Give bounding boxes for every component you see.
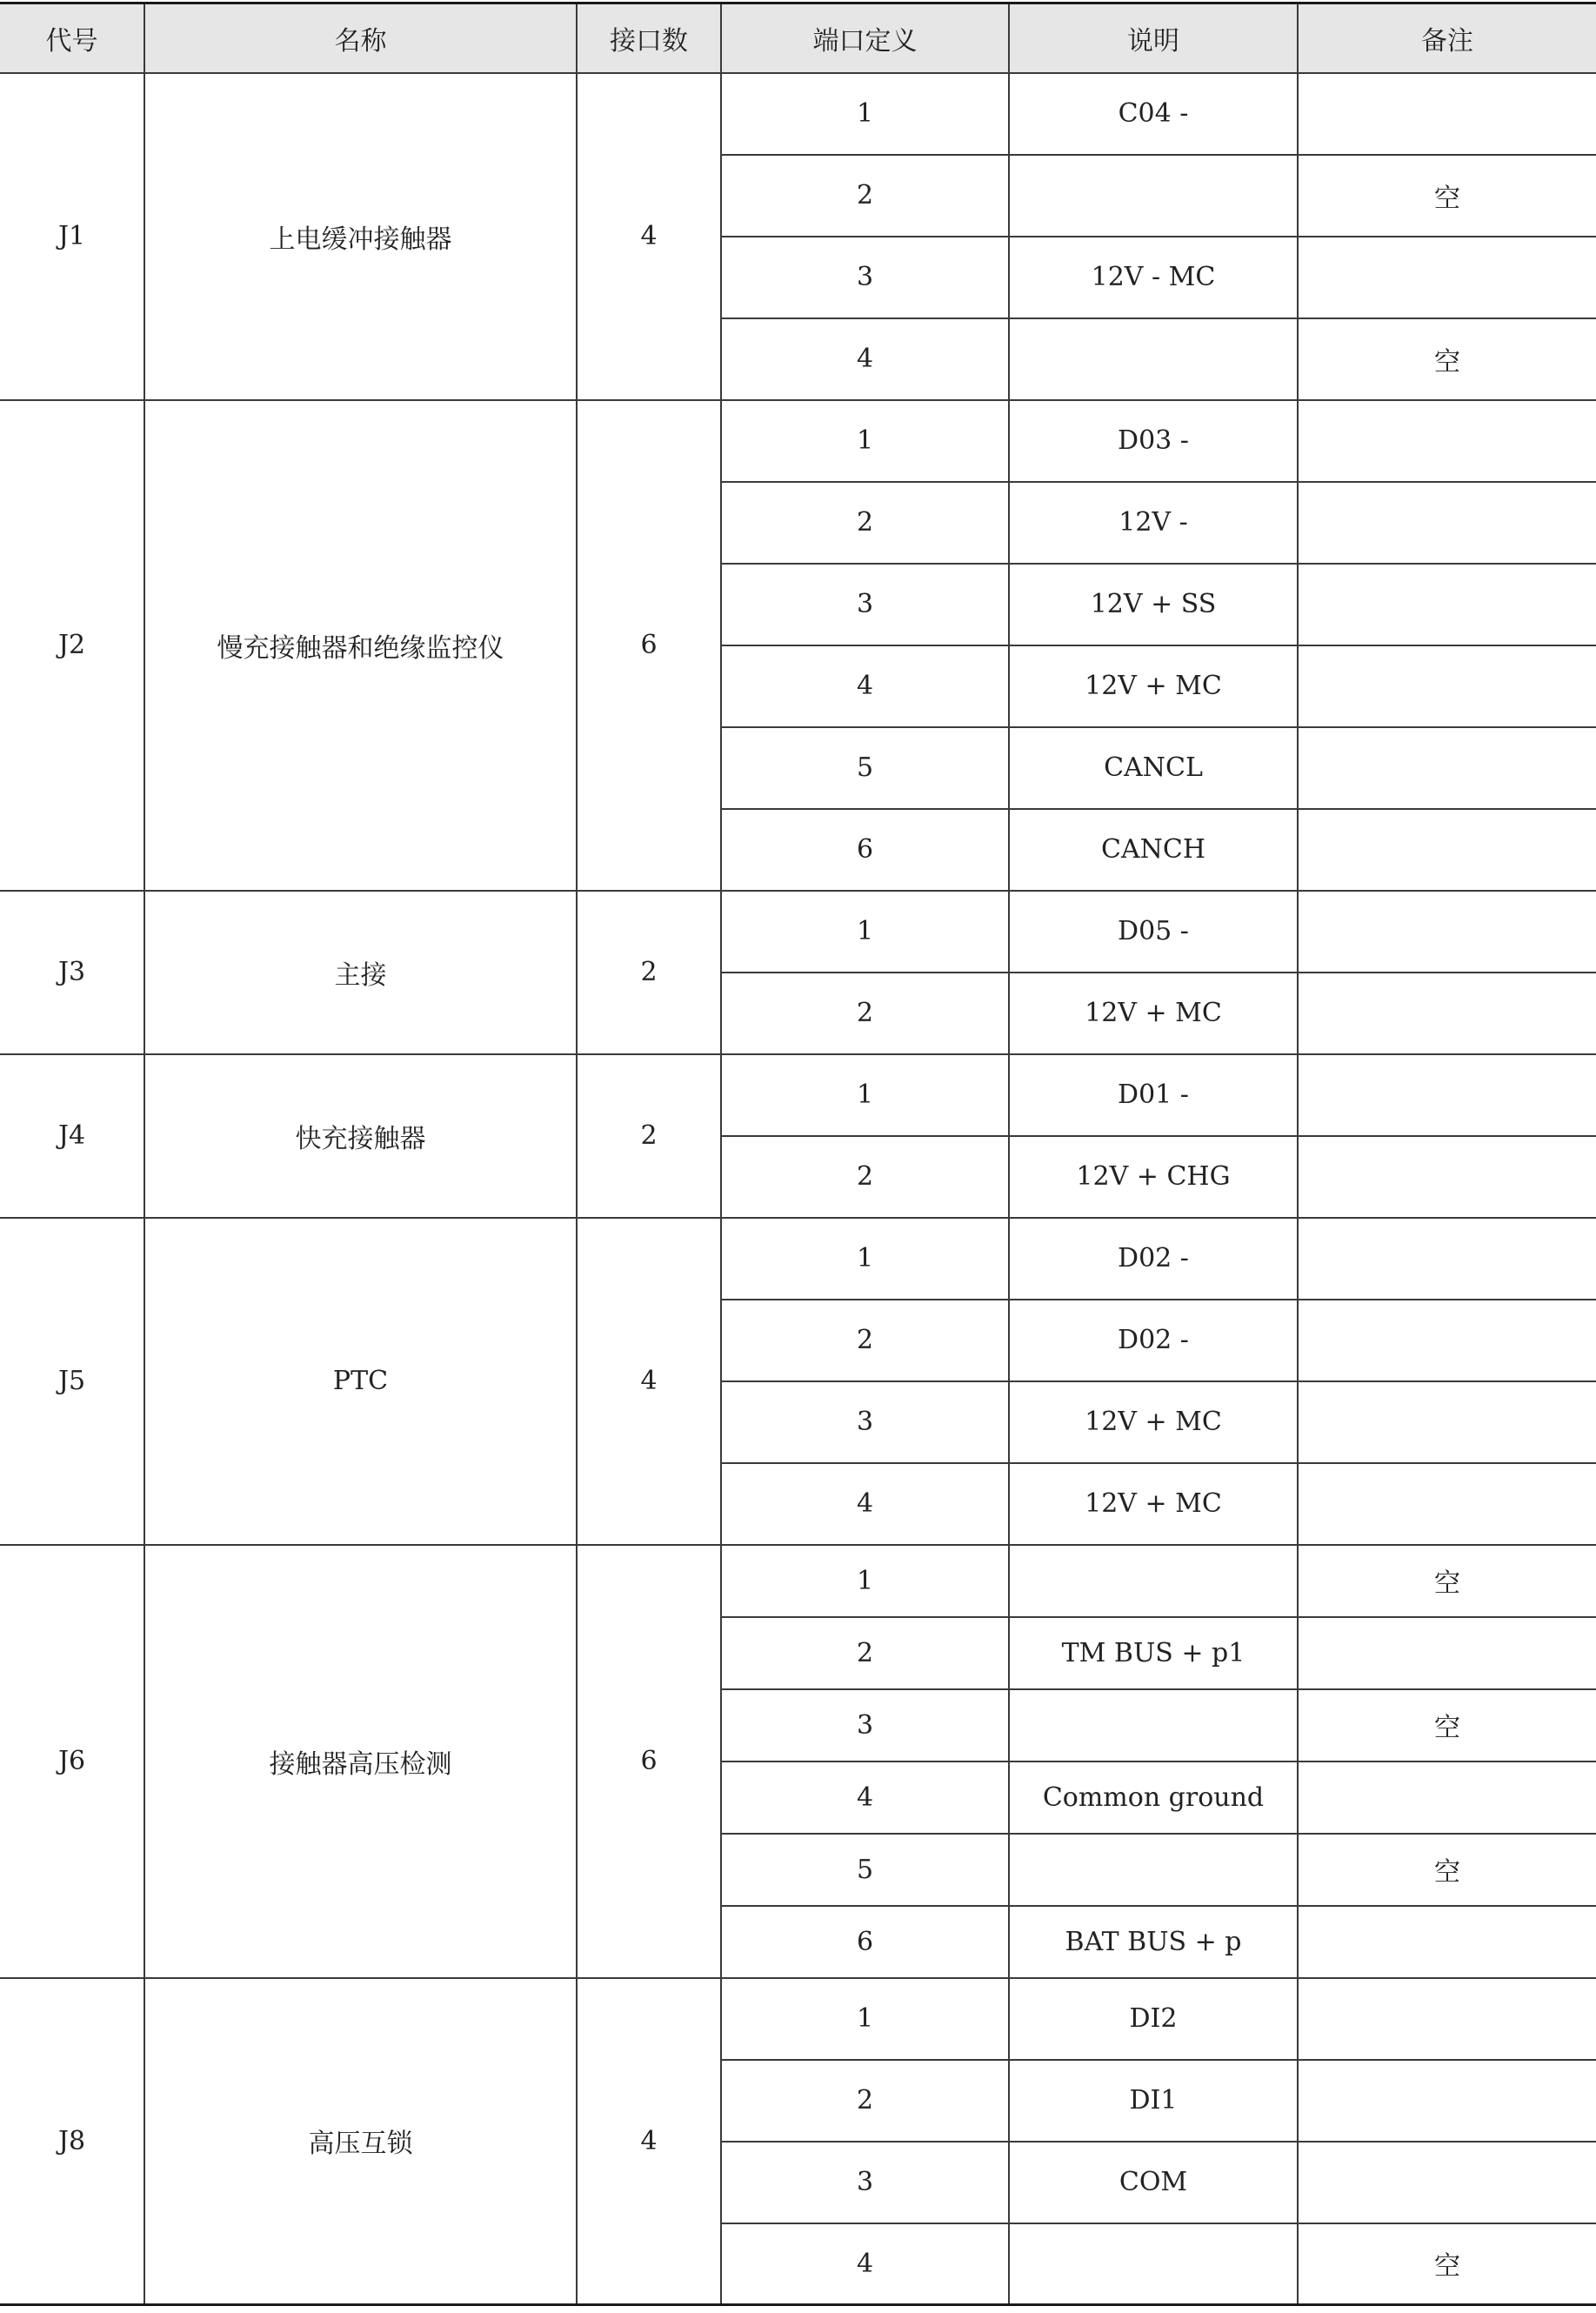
pin-note (1298, 400, 1596, 482)
pin-note: 空 (1298, 1545, 1596, 1617)
pin-description: 12V + CHG (1009, 1136, 1298, 1218)
pin-number: 1 (721, 1545, 1009, 1617)
connector-code: J4 (0, 1054, 144, 1218)
pin-number: 2 (721, 1617, 1009, 1689)
connector-name: 高压互锁 (144, 1978, 577, 2305)
connector-code: J3 (0, 891, 144, 1054)
header-note: 备注 (1298, 3, 1596, 73)
pin-number: 1 (721, 1218, 1009, 1300)
pin-note (1298, 809, 1596, 891)
pin-note (1298, 482, 1596, 564)
pin-description: COM (1009, 2142, 1298, 2223)
connector-name: 快充接触器 (144, 1054, 577, 1218)
pin-note: 空 (1298, 155, 1596, 237)
connector-pin-count: 4 (577, 1218, 721, 1545)
pin-number: 1 (721, 1054, 1009, 1136)
pin-number: 2 (721, 1300, 1009, 1381)
pin-number: 4 (721, 1463, 1009, 1545)
pin-description: DI1 (1009, 2060, 1298, 2142)
connector-pin-count: 2 (577, 1054, 721, 1218)
pin-description: DI2 (1009, 1978, 1298, 2060)
pin-description: 12V + SS (1009, 564, 1298, 645)
header-row (0, 3, 1596, 73)
pin-description (1009, 2223, 1298, 2305)
connector-code: J1 (0, 73, 144, 400)
pin-description: C04 - (1009, 73, 1298, 155)
pin-note (1298, 1381, 1596, 1463)
pin-description: TM BUS + p1 (1009, 1617, 1298, 1689)
pin-note (1298, 2142, 1596, 2223)
pin-description (1009, 155, 1298, 237)
pin-description: Common ground (1009, 1761, 1298, 1834)
pin-note: 空 (1298, 2223, 1596, 2305)
header-desc: 说明 (1009, 3, 1298, 73)
pin-number: 4 (721, 1761, 1009, 1834)
pin-note (1298, 237, 1596, 318)
pin-note (1298, 973, 1596, 1054)
pin-description (1009, 1545, 1298, 1617)
pin-note: 空 (1298, 1689, 1596, 1761)
pin-description (1009, 318, 1298, 400)
connector-pin-table (0, 2, 1596, 2306)
connector-name: 慢充接触器和绝缘监控仪 (144, 400, 577, 891)
pin-number: 4 (721, 318, 1009, 400)
pin-number: 6 (721, 809, 1009, 891)
pin-number: 1 (721, 73, 1009, 155)
pin-description: 12V + MC (1009, 1381, 1298, 1463)
header-name: 名称 (144, 3, 577, 73)
pin-number: 2 (721, 155, 1009, 237)
connector-name: PTC (144, 1218, 577, 1545)
table-row (0, 1218, 1596, 1300)
connector-pin-count: 4 (577, 73, 721, 400)
pin-number: 5 (721, 1834, 1009, 1906)
pin-description: 12V - MC (1009, 237, 1298, 318)
header-port: 端口定义 (721, 3, 1009, 73)
connector-code: J5 (0, 1218, 144, 1545)
connector-pin-count: 6 (577, 1545, 721, 1978)
connector-code: J2 (0, 400, 144, 891)
connector-name: 主接 (144, 891, 577, 1054)
pin-description: D05 - (1009, 891, 1298, 973)
header-count: 接口数 (577, 3, 721, 73)
pin-note (1298, 73, 1596, 155)
pin-description: CANCH (1009, 809, 1298, 891)
pin-note (1298, 2060, 1596, 2142)
pin-note (1298, 1218, 1596, 1300)
pin-number: 3 (721, 564, 1009, 645)
table-row (0, 73, 1596, 155)
pin-number: 4 (721, 2223, 1009, 2305)
pin-number: 2 (721, 2060, 1009, 2142)
pin-description (1009, 1689, 1298, 1761)
pin-note (1298, 1906, 1596, 1978)
pin-note (1298, 891, 1596, 973)
pin-number: 2 (721, 482, 1009, 564)
table-row (0, 400, 1596, 482)
pin-description: D02 - (1009, 1218, 1298, 1300)
table-row (0, 891, 1596, 973)
pin-number: 1 (721, 1978, 1009, 2060)
pin-note (1298, 1054, 1596, 1136)
table-row (0, 1545, 1596, 1617)
table-row (0, 1054, 1596, 1136)
pin-number: 2 (721, 1136, 1009, 1218)
pin-description: D02 - (1009, 1300, 1298, 1381)
pin-number: 3 (721, 2142, 1009, 2223)
pin-number: 6 (721, 1906, 1009, 1978)
connector-code: J8 (0, 1978, 144, 2305)
pin-note (1298, 727, 1596, 809)
pin-note (1298, 1978, 1596, 2060)
pin-note (1298, 1761, 1596, 1834)
pin-note: 空 (1298, 318, 1596, 400)
pin-description: D01 - (1009, 1054, 1298, 1136)
pin-number: 1 (721, 891, 1009, 973)
pin-note (1298, 1300, 1596, 1381)
pin-description: BAT BUS + p (1009, 1906, 1298, 1978)
pin-number: 4 (721, 645, 1009, 727)
connector-name: 上电缓冲接触器 (144, 73, 577, 400)
pin-note: 空 (1298, 1834, 1596, 1906)
pin-description: CANCL (1009, 727, 1298, 809)
connector-pin-count: 2 (577, 891, 721, 1054)
pin-description: D03 - (1009, 400, 1298, 482)
table-row (0, 1978, 1596, 2060)
header-code: 代号 (0, 3, 144, 73)
pin-description: 12V + MC (1009, 973, 1298, 1054)
connector-pin-count: 4 (577, 1978, 721, 2305)
pin-number: 3 (721, 1381, 1009, 1463)
pin-number: 5 (721, 727, 1009, 809)
pin-note (1298, 1136, 1596, 1218)
connector-name: 接触器高压检测 (144, 1545, 577, 1978)
pin-number: 3 (721, 237, 1009, 318)
pin-note (1298, 1617, 1596, 1689)
connector-pin-count: 6 (577, 400, 721, 891)
pin-description: 12V + MC (1009, 645, 1298, 727)
pin-note (1298, 564, 1596, 645)
pin-description: 12V + MC (1009, 1463, 1298, 1545)
pin-number: 1 (721, 400, 1009, 482)
pin-description: 12V - (1009, 482, 1298, 564)
pin-number: 3 (721, 1689, 1009, 1761)
pin-note (1298, 645, 1596, 727)
connector-code: J6 (0, 1545, 144, 1978)
pin-number: 2 (721, 973, 1009, 1054)
pin-note (1298, 1463, 1596, 1545)
pin-description (1009, 1834, 1298, 1906)
